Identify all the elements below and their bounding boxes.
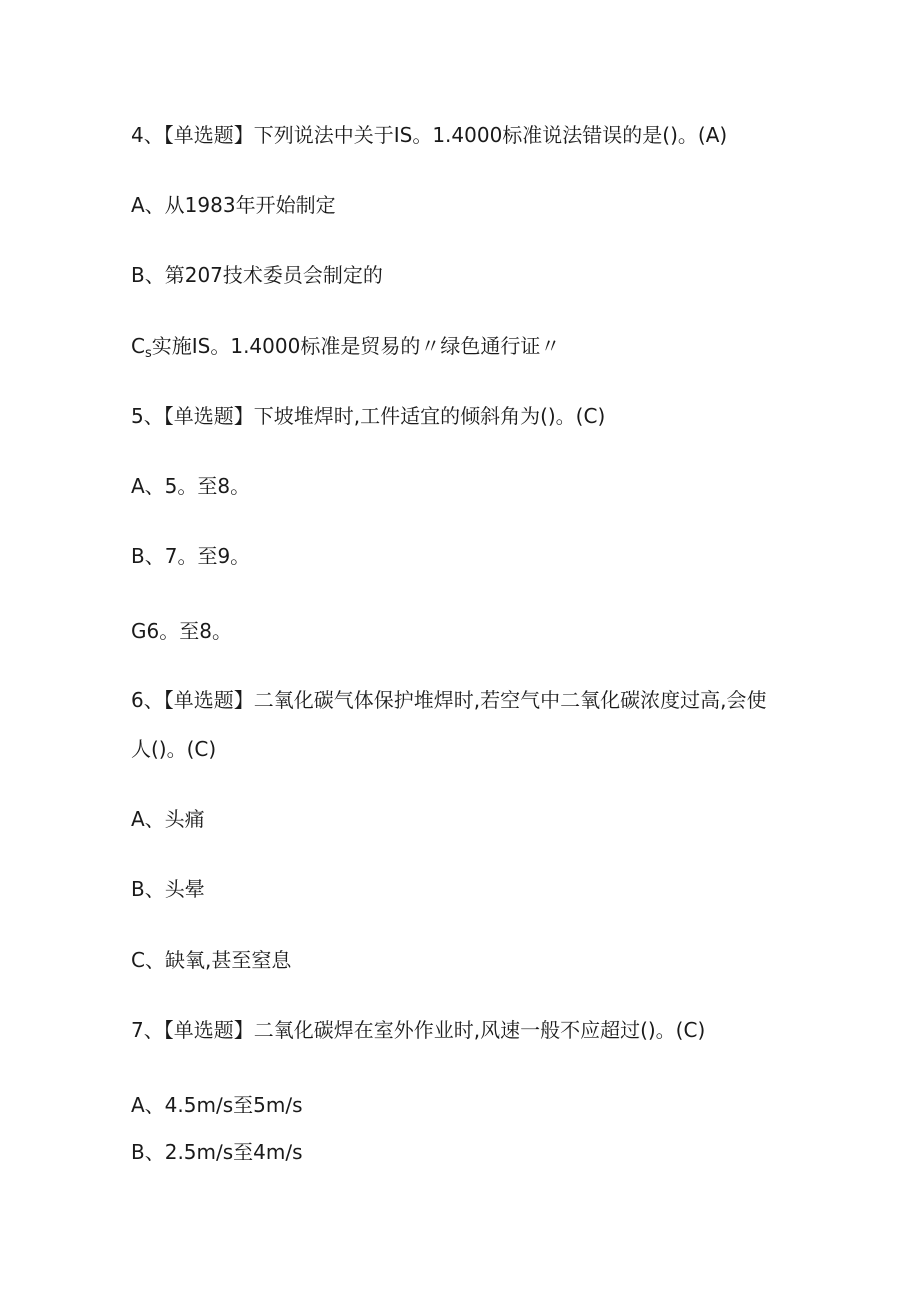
question-5-option-c: G6。至8。	[131, 619, 232, 643]
question-6-stem-line1: 6、【单选题】二氧化碳气体保护堆焊时,若空气中二氧化碳浓度过高,会使	[131, 688, 767, 712]
question-4-option-c	[131, 334, 560, 366]
question-5-option-b: B、7。至9。	[131, 544, 251, 568]
option-c-text: 实施IS。1.4000标准是贸易的〃绿色通行证〃	[151, 334, 561, 358]
question-5-option-a: A、5。至8。	[131, 474, 251, 498]
question-6-option-c: C、缺氧,甚至窒息	[131, 948, 292, 972]
question-6-option-a: A、头痛	[131, 807, 205, 831]
question-5-stem: 5、【单选题】下坡堆焊时,工件适宜的倾斜角为()。(C)	[131, 404, 606, 428]
question-7-stem: 7、【单选题】二氧化碳焊在室外作业时,风速一般不应超过()。(C)	[131, 1018, 706, 1042]
question-4-option-a: A、从1983年开始制定	[131, 193, 336, 217]
question-4-option-b: B、第207技术委员会制定的	[131, 263, 383, 287]
option-c-prefix: C	[131, 334, 145, 358]
question-4-stem: 4、【单选题】下列说法中关于IS。1.4000标准说法错误的是()。(A)	[131, 123, 728, 147]
question-7-option-a: A、4.5m∕s至5m∕s	[131, 1093, 303, 1117]
question-6-stem-line2: 人()。(C)	[131, 737, 217, 761]
option-c-subscript: s	[144, 346, 152, 361]
question-6-option-b: B、头晕	[131, 877, 205, 901]
question-7-option-b: B、2.5m∕s至4m∕s	[131, 1140, 303, 1164]
